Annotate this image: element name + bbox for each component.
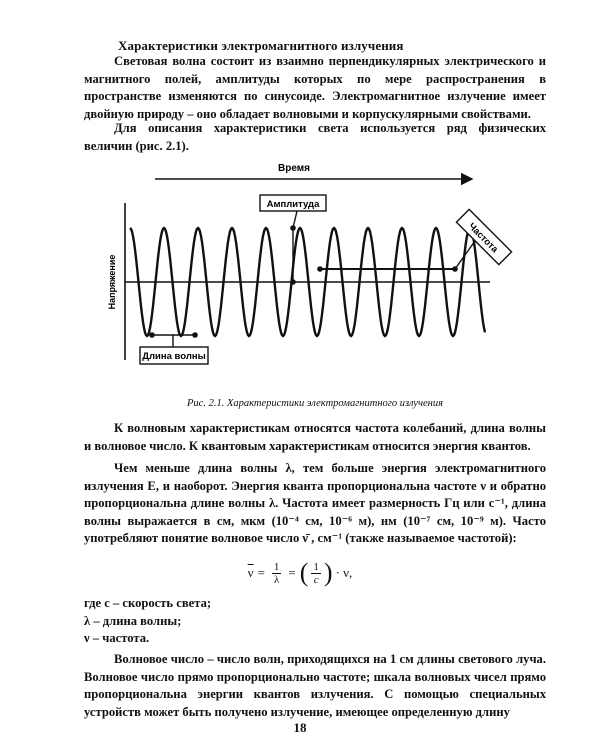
amplitude-pointer xyxy=(293,211,297,228)
frequency-label: Частота xyxy=(465,220,501,256)
figure-em-wave xyxy=(100,155,530,385)
definition-item: ν – частота. xyxy=(84,631,150,646)
wavelength-label: Длина волны xyxy=(142,351,206,362)
wavelength-dot-left xyxy=(149,332,155,338)
formula-frac1-num: 1 xyxy=(273,560,280,573)
formula-lhs: $\overline{\nu}$ xyxy=(247,565,254,580)
wavenumber-formula xyxy=(0,553,600,593)
page-number: 18 xyxy=(293,720,307,735)
figure-caption: Рис. 2.1. Характеристики электромагнитного излучения xyxy=(187,398,443,409)
definition-item: λ – длина волны; xyxy=(84,613,182,628)
formula-equals-2: = xyxy=(288,565,296,580)
definition-list xyxy=(84,595,211,648)
formula-fraction-1 xyxy=(272,561,282,586)
formula-fraction-2 xyxy=(311,561,321,586)
amplitude-dot-bottom xyxy=(290,279,296,285)
formula-frac1-den: λ xyxy=(273,573,280,586)
section-heading: Характеристики электромагнитного излучения xyxy=(118,38,404,53)
formula-paren-close: ) xyxy=(323,558,333,587)
frequency-dot-left xyxy=(317,266,323,272)
wavelength-dot-right xyxy=(192,332,198,338)
paragraph-5: Волновое число – число волн, приходящихся на 1 см длины светового луча. Волновое число прямо пропорционально частоте; шкала волновых чисел прямо пропорциональна энергии квантов излучения. С помощью специальных устройств может быть получено излучение, имеющее определенную длину xyxy=(84,652,546,719)
paragraph-3: К волновым характеристикам относятся частота колебаний, длина волны и волновое число. К квантовым характеристикам относится энергия квантов. xyxy=(84,421,546,453)
paragraph-4: Чем меньше длина волны λ, тем больше энергия электромагнитного излучения E, и наоборот. Энергия кванта пропорциональна частоте ν и обратно пропорциональна длине волны λ. Частота имеет размерность Гц или с⁻¹, длина волны выражается в см, мкм (10⁻⁴ см, 10⁻⁶ м), нм (10⁻⁷ см, 10⁻⁹ м). Часто употребляют понятие волновое число ν̄ , см⁻¹ (также называемое частотой): xyxy=(84,461,546,546)
time-label: Время xyxy=(278,163,310,174)
formula-paren-open: ( xyxy=(299,558,309,587)
wave-diagram xyxy=(100,155,530,385)
voltage-label: Напряжение xyxy=(107,254,117,310)
formula-frac2-den: c xyxy=(313,573,319,586)
paragraph-1: Световая волна состоит из взаимно перпендикулярных электрического и магнитного полей, амплитуды которых по мере распространения в пространстве изменяются по синусоиде. Электромагнитное излучение имеет двойную природу – оно обладает волновыми и корпускулярными свойствами. xyxy=(84,54,546,121)
paragraph-2: Для описания характеристики света используется ряд физических величин (рис. 2.1). xyxy=(84,121,546,153)
formula-tail: · ν, xyxy=(335,565,353,580)
formula-equals-1: = xyxy=(257,565,265,580)
amplitude-label: Амплитуда xyxy=(266,199,320,210)
definition-item: где c – скорость света; xyxy=(84,596,212,610)
formula-frac2-num: 1 xyxy=(313,560,319,573)
